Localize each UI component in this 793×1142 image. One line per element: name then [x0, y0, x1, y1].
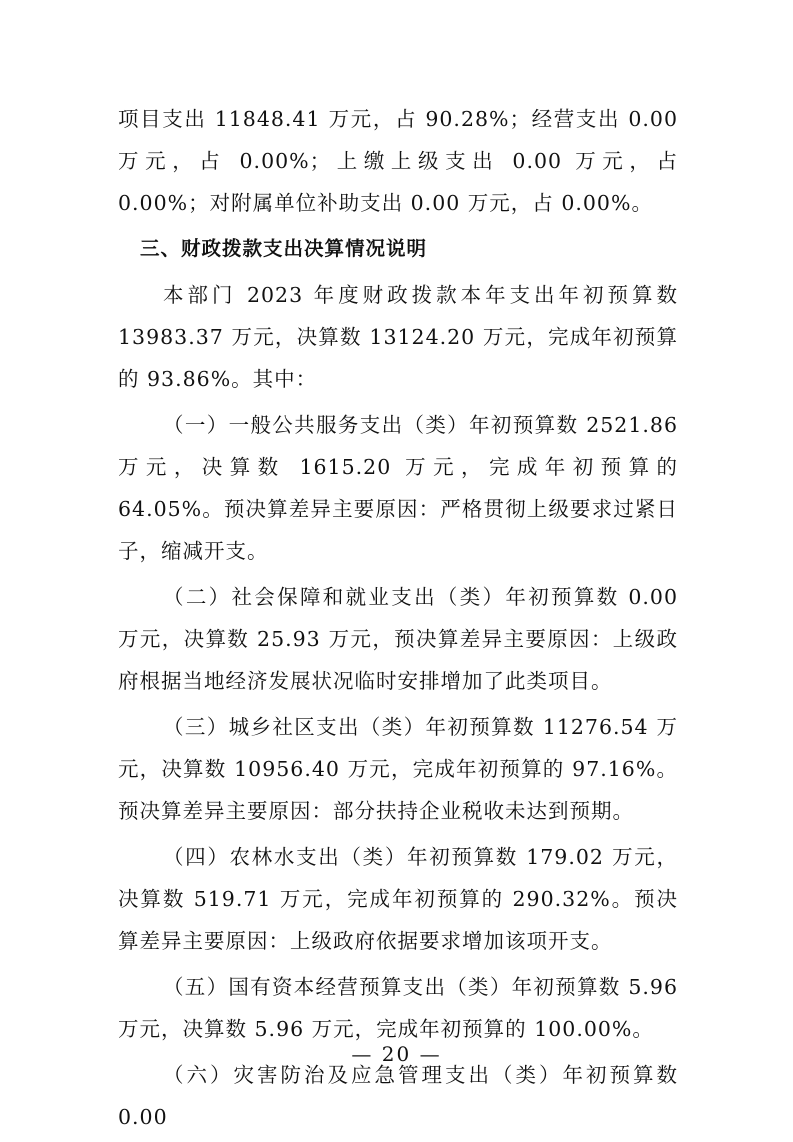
- item-paragraph-3: （三）城乡社区支出（类）年初预算数 11276.54 万元，决算数 10956.40 万元，完成年初预算的 97.16%。预决算差异主要原因：部分扶持企业税收未达到预期。: [118, 715, 678, 823]
- item-paragraph-6: （六）灾害防治及应急管理支出（类）年初预算数 0.00: [118, 1063, 678, 1129]
- section-heading: 三、财政拨款支出决算情况说明: [140, 237, 428, 260]
- document-body: [118, 98, 678, 1142]
- continuation-paragraph: 项目支出 11848.41 万元，占 90.28%；经营支出 0.00 万元，占 0.00%；上缴上级支出 0.00 万元，占 0.00%；对附属单位补助支出 0.00 万元，占 0.00%。: [118, 107, 678, 215]
- item-paragraph-1: （一）一般公共服务支出（类）年初预算数 2521.86 万元，决算数 1615.20 万元，完成年初预算的 64.05%。预决算差异主要原因：严格贯彻上级要求过紧日子，缩减开支。: [118, 413, 678, 563]
- item-paragraph-4: （四）农林水支出（类）年初预算数 179.02 万元，决算数 519.71 万元，完成年初预算的 290.32%。预决算差异主要原因：上级政府依据要求增加该项开支。: [118, 845, 678, 953]
- item-paragraph-2: （二）社会保障和就业支出（类）年初预算数 0.00 万元，决算数 25.93 万元，预决算差异主要原因：上级政府根据当地经济发展状况临时安排增加了此类项目。: [118, 585, 678, 693]
- intro-paragraph: 本部门 2023 年度财政拨款本年支出年初预算数 13983.37 万元，决算数 13124.20 万元，完成年初预算的 93.86%。其中：: [118, 283, 678, 391]
- item-paragraph-5: （五）国有资本经营预算支出（类）年初预算数 5.96 万元，决算数 5.96 万元，完成年初预算的 100.00%。: [118, 975, 678, 1041]
- page-number: — 20 —: [351, 1042, 442, 1066]
